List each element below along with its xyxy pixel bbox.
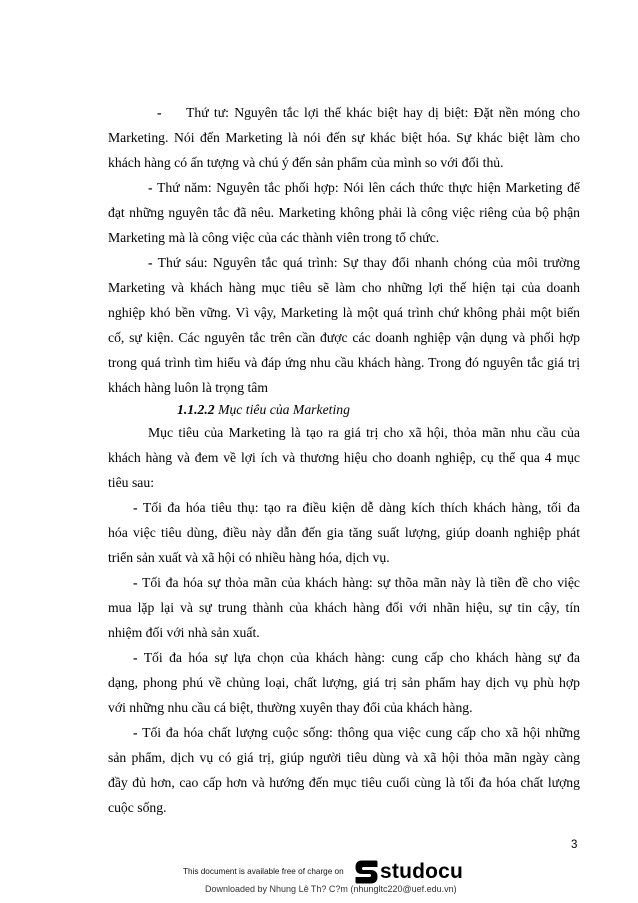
text-line: cuộc sống.	[108, 800, 167, 815]
availability-text: This document is available free of charge on	[183, 867, 344, 876]
section-number: 1.1.2.2	[177, 402, 215, 417]
page-number: 3	[571, 839, 578, 851]
text-line	[108, 175, 580, 200]
bullet-dash: -	[157, 105, 162, 120]
text-line: với những nhu cầu cá biệt, thường xuyên thay đổi của khách hàng.	[108, 700, 473, 715]
bullet-dash: -	[133, 575, 138, 590]
objective-item-quality-of-life	[108, 720, 580, 820]
bullet-dash: -	[148, 180, 153, 195]
text-line: tiêu sau:	[108, 475, 154, 490]
objective-item-satisfaction	[108, 570, 580, 645]
text-line: Mục tiêu của Marketing là tạo ra giá trị cho xã hội, thỏa mãn nhu cầu của	[148, 425, 580, 440]
text-line: Marketing và khách hàng mục tiêu sẽ làm cho những lợi thế hiện tại của doanh	[108, 280, 580, 295]
section-intro-paragraph	[108, 420, 580, 495]
principle-item-sixth	[108, 250, 580, 400]
text-line: khách hàng luôn là trọng tâm	[108, 380, 269, 395]
text-line	[108, 720, 580, 745]
section-title: Mục tiêu của Marketing	[218, 402, 350, 417]
text-line: hóa việc tiêu dùng, điều này dẫn đến gia tăng suất lượng, giúp doanh nghiệp phát	[108, 525, 580, 540]
text-line: khách hàng và đem về lợi ích và thương hiệu cho doanh nghiệp, cụ thể qua 4 mục	[108, 450, 580, 465]
text-line	[108, 100, 580, 125]
bullet-dash: -	[148, 255, 153, 270]
line-text: Thứ năm: Nguyên tắc phối hợp: Nói lên cách thức thực hiện Marketing để	[156, 180, 580, 195]
bullet-dash: -	[133, 725, 138, 740]
text-line: sản phẩm, dịch vụ có giá trị, giúp người tiêu dùng và xã hội thỏa mãn ngày càng	[108, 750, 580, 765]
studocu-icon-shape	[356, 861, 378, 884]
principle-item-fifth	[108, 175, 580, 250]
text-line: khách hàng có ấn tượng và chú ý đến sản phẩm của mình so với đối thủ.	[108, 155, 504, 170]
text-line: cố, sự kiện. Các nguyên tắc trên cần được các doanh nghiệp vận dụng và phối hợp	[108, 330, 580, 345]
text-line	[108, 495, 580, 520]
bullet-dash: -	[133, 650, 138, 665]
text-line: đầy đủ hơn, cao cấp hơn và hướng đến mục tiêu cuối cùng là tối đa hóa chất lượng	[108, 775, 580, 790]
line-text: Tối đa hóa sự thỏa mãn của khách hàng: sự thõa mãn này là tiền đề cho việc	[141, 575, 580, 590]
bullet-dash: -	[133, 500, 138, 515]
text-line: nhiệm đối với nhà sản xuất.	[108, 625, 260, 640]
studocu-icon	[355, 860, 378, 884]
download-notice: Downloaded by Nhung Lê Th? C?m (nhungltc220@uef.edu.vn)	[205, 884, 457, 894]
objective-item-choice	[108, 645, 580, 720]
line-text: Thứ sáu: Nguyên tắc quá trình: Sự thay đổi nhanh chóng của môi trường	[157, 255, 580, 270]
line-text: Tối đa hóa tiêu thụ: tạo ra điều kiện dễ dàng kích thích khách hàng, tối đa	[142, 500, 580, 515]
studocu-wordmark: studocu	[380, 860, 464, 883]
text-line: nghiệp khó bền vững. Vì vậy, Marketing là một quá trình chứ không phải một biến	[108, 305, 580, 320]
objective-item-consumption	[108, 495, 580, 570]
line-text: Thứ tư: Nguyên tắc lợi thế khác biệt hay dị biệt: Đặt nền móng cho	[186, 105, 580, 120]
line-text: Tối đa hóa sự lựa chọn của khách hàng: cung cấp cho khách hàng sự đa	[143, 650, 580, 665]
text-line: đạt những nguyên tắc đã nêu. Marketing không phải là công việc riêng của bộ phận	[108, 205, 580, 220]
text-line: triển sản xuất và xã hội có nhiều hàng hóa, dịch vụ.	[108, 550, 390, 565]
text-line: Marketing. Nói đến Marketing là nói đến sự khác biệt hóa. Sự khác biệt làm cho	[108, 130, 580, 145]
principle-item-fourth	[108, 100, 580, 175]
text-line: mua lặp lại và sự trung thành của khách hàng đối với nhãn hiệu, sự tin cậy, tín	[108, 600, 580, 615]
section-heading	[108, 400, 580, 420]
text-line: Marketing mà là công việc của các thành viên trong tổ chức.	[108, 230, 440, 245]
document-body	[108, 100, 580, 820]
text-line: dạng, phong phú về chủng loại, chất lượng, giá trị sản phẩm hay dịch vụ phù hợp	[108, 675, 580, 690]
text-line	[108, 645, 580, 670]
text-line	[108, 570, 580, 595]
text-line: trong quá trình tìm hiểu và đáp ứng nhu cầu khách hàng. Trong đó nguyên tắc giá trị	[108, 355, 580, 370]
line-text: Tối đa hóa chất lượng cuộc sống: thông qua việc cung cấp cho xã hội những	[142, 725, 580, 740]
text-line	[108, 250, 580, 275]
